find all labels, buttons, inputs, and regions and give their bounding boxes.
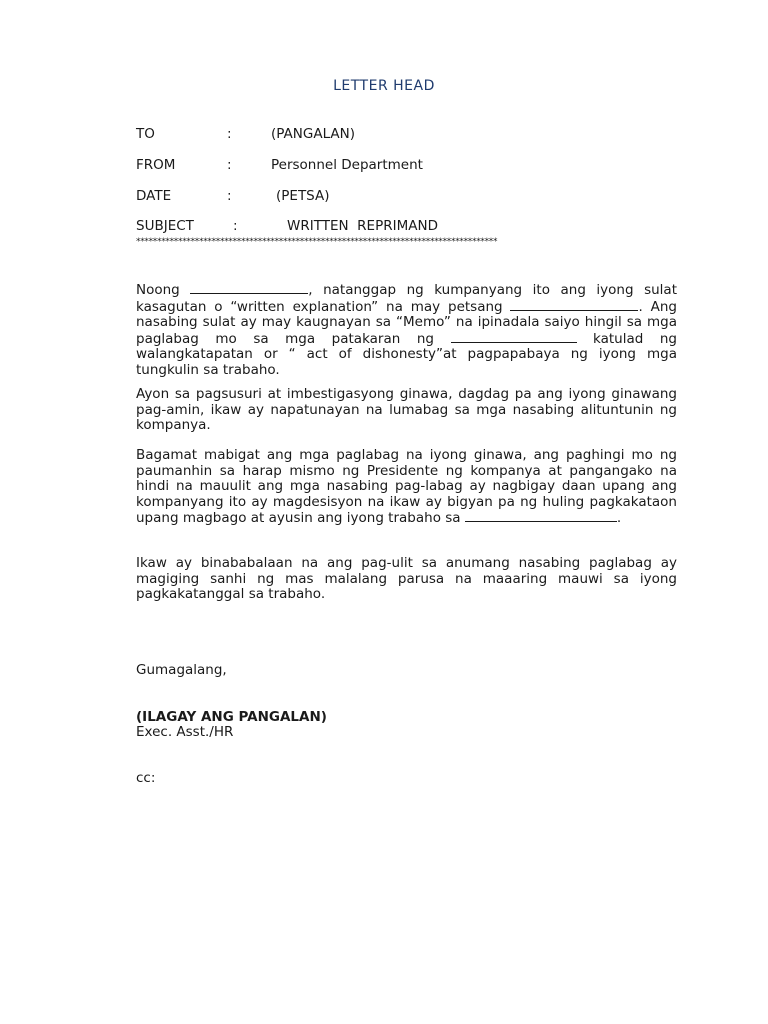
paragraph-2 [136,387,677,434]
closing-text: Gumagalang, [136,662,227,678]
from-label: FROM [136,157,176,173]
letter-head-title: LETTER HEAD [333,78,435,94]
date-colon: : [227,188,232,204]
separator-line: ************************************************************************************** [136,237,498,247]
company-blank-line [451,331,577,343]
p1-part2: , natanggap ng kumpanyang ito ang iyong sulat kasagutan o “written explanation” na may petsang [136,282,677,315]
from-value: Personnel Department [271,157,423,173]
paragraph-3 [136,448,677,527]
date-blank-line [510,299,638,311]
to-label: TO [136,126,155,142]
p1-part1: Noong [136,282,191,298]
paragraph-4 [136,556,677,603]
to-colon: : [227,126,232,142]
signatory-title: Exec. Asst./HR [136,724,234,740]
date-value: (PETSA) [276,188,330,204]
paragraph-1 [136,282,677,378]
from-colon: : [227,157,232,173]
date-label: DATE [136,188,172,204]
signatory-name: (ILAGAY ANG PANGALAN) [136,709,327,725]
subject-colon: : [233,218,238,234]
p1-part4: katulad ng walangkatapatan or “ act of dishonesty”at pagpapabaya ng iyong mga tungkulin sa trabaho. [136,330,677,378]
p3-part1: Bagamat mabigat ang mga paglabag na iyong ginawa, ang paghingi mo ng paumanhin sa harap mismo ng Presidente ng kompanya at pangangako na hindi na mauulit ang mga nasabing pag-labag ay nagbigay daan upang ang kompanyang ito ay magdesisyon na ikaw ay bigyan pa ng huling pagkakataon upang magbago at ayusin ang iyong trabaho sa [136,447,677,526]
name-blank-line [190,282,308,294]
subject-label: SUBJECT [136,218,194,234]
work-blank-line [465,510,617,522]
cc-label: cc: [136,770,156,786]
p2-text: Ayon sa pagsusuri at imbestigasyong ginawa, dagdag pa ang iyong ginawang pag-amin, ikaw ay napatunayan na lumabag sa mga nasabing alituntunin ng kompanya. [136,386,677,433]
subject-value: WRITTEN REPRIMAND [287,218,438,234]
p1-part3: . Ang nasabing sulat ay may kaugnayan sa “Memo” na ipinadala saiyo hingil sa mga paglabag mo sa mga patakaran ng [136,298,677,347]
to-value: (PANGALAN) [271,126,356,142]
p3-part2: . [616,510,622,526]
p4-text: Ikaw ay binababalaan na ang pag-ulit sa anumang nasabing paglabag ay magiging sanhi ng mas malalang parusa na maaaring mauwi sa iyong pagkakatanggal sa trabaho. [136,555,677,602]
